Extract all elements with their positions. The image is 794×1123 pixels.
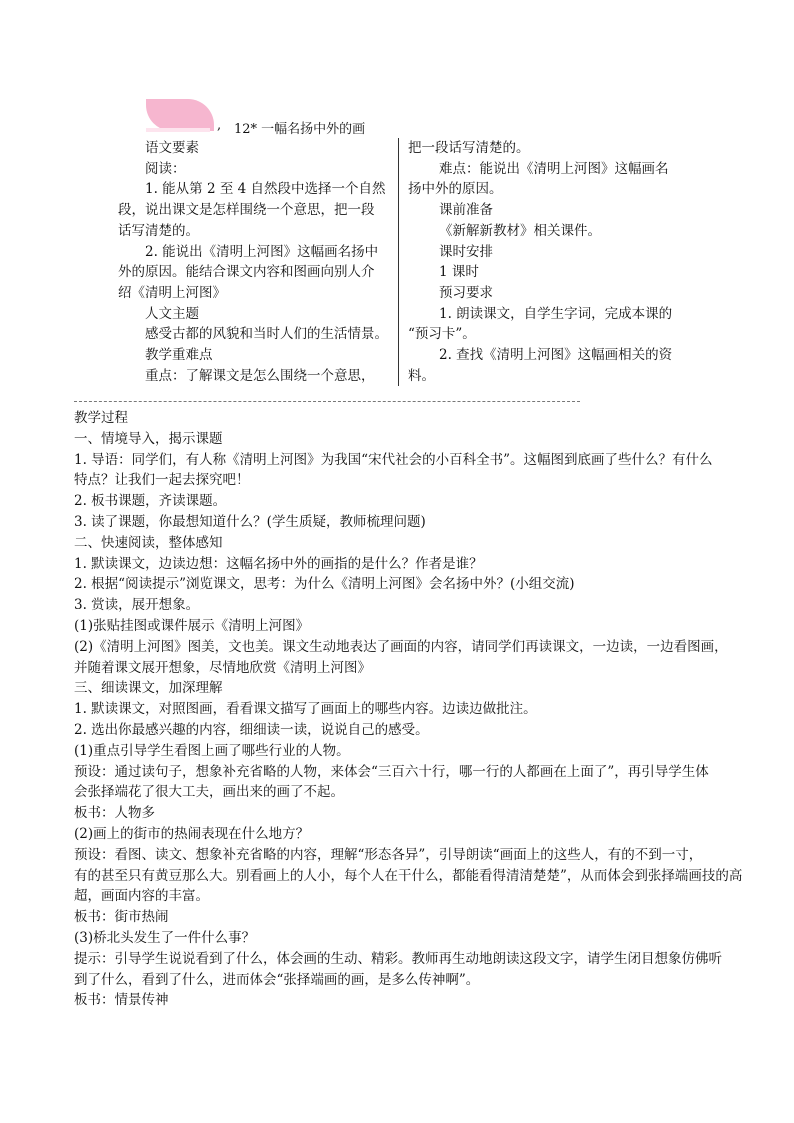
body-line: 三、细读课文，加深理解: [74, 680, 223, 697]
body-line: 教学过程: [74, 410, 128, 426]
right-column-line: 料。: [408, 367, 435, 384]
body-line: 板书：情景传神: [74, 992, 169, 1009]
right-column-line: 预习要求: [439, 284, 493, 301]
left-column-line: 教学重难点: [145, 347, 213, 364]
publisher-logo: [146, 99, 214, 131]
left-column: [118, 138, 394, 386]
body-line: 2. 选出你最感兴趣的内容，细细读一读，说说自己的感受。: [74, 721, 429, 738]
right-column: [408, 138, 680, 386]
right-column-line: 课时安排: [439, 243, 493, 260]
body-line: 3. 赏读，展开想象。: [74, 597, 200, 614]
left-column-line: 外的原因。能结合课文内容和图画向别人介: [118, 264, 375, 281]
left-column-line: 阅读：: [145, 160, 186, 177]
body-line: 3. 读了课题，你最想知道什么？(学生质疑，教师梳理问题): [74, 513, 426, 530]
right-column-line: 《新解新教材》相关课件。: [439, 222, 601, 239]
body-line: 有的甚至只有黄豆那么大。别看画上的人小，每个人在干什么，都能看得清清楚楚”，从而体会到张择端画技的高: [74, 867, 743, 884]
body-line: (2)画上的街市的热闹表现在什么地方？: [74, 825, 310, 842]
body-line: 1. 默读课文，对照图画，看看课文描写了画面上的哪些内容。边读边做批注。: [74, 701, 537, 718]
teaching-process: [74, 408, 754, 1011]
left-column-line: 话写清楚的。: [118, 222, 199, 239]
body-line: 2. 板书课题，齐读课题。: [74, 493, 227, 510]
left-column-line: 语文要素: [145, 140, 199, 156]
body-line: (2)《清明上河图》图美，文也美。课文生动地表达了画面的内容，请同学们再读课文，一边读，一边看图画，: [74, 638, 728, 655]
right-column-line: 2. 查找《清明上河图》这幅画相关的资: [439, 347, 673, 364]
body-line: 并随着课文展开想象，尽情地欣赏《清明上河图》: [74, 659, 371, 676]
left-column-line: 2. 能说出《清明上河图》这幅画名扬中: [145, 243, 379, 260]
header-comma: ,: [217, 118, 222, 133]
body-line: 1. 默读课文，边读边想：这幅名扬中外的画指的是什么？作者是谁？: [74, 555, 483, 572]
body-line: 预设：通过读句子，想象补充省略的人物，来体会“三百六十行，哪一行的人都画在上面了”，再引导学生体: [74, 763, 709, 780]
body-line: (3)桥北头发生了一件什么事？: [74, 929, 256, 946]
body-line: 超，画面内容的丰富。: [74, 888, 209, 905]
body-line: 板书：人物多: [74, 805, 155, 822]
left-column-line: 段，说出课文是怎样围绕一个意思，把一段: [118, 202, 375, 219]
column-divider: [398, 138, 399, 386]
right-column-line: 把一段话写清楚的。: [408, 140, 530, 156]
right-column-line: 扬中外的原因。: [408, 181, 503, 198]
body-line: 板书：街市热闹: [74, 909, 169, 926]
section-divider: [74, 401, 580, 402]
body-line: (1)张贴挂图或课件展示《清明上河图》: [74, 617, 310, 634]
lesson-title: 12* 一幅名扬中外的画: [234, 122, 366, 137]
left-column-line: 人文主题: [145, 305, 199, 322]
body-line: (1)重点引导学生看图上画了哪些行业的人物。: [74, 742, 350, 759]
logo-underline: [146, 128, 210, 132]
body-line: 1. 导语：同学们，有人称《清明上河图》为我国“宋代社会的小百科全书”。这幅图到底画了些什么？有什么: [74, 451, 713, 468]
body-line: 会张择端花了很大工夫，画出来的画了不起。: [74, 784, 344, 801]
body-line: 2. 根据“阅读提示”浏览课文，思考：为什么《清明上河图》会名扬中外？(小组交流): [74, 576, 575, 593]
body-line: 到了什么，看到了什么，进而体会“张择端画的画，是多么传神啊”。: [74, 971, 480, 988]
left-column-line: 重点：了解课文是怎么围绕一个意思，: [145, 367, 375, 384]
left-column-line: 1. 能从第 2 至 4 自然段中选择一个自然: [145, 181, 386, 198]
right-column-line: “预习卡”。: [408, 326, 476, 343]
body-line: 提示：引导学生说说看到了什么，体会画的生动、精彩。教师再生动地朗读这段文字，请学生闭目想象仿佛听: [74, 950, 722, 967]
right-column-line: 1 课时: [439, 264, 479, 281]
body-line: 一、情境导入，揭示课题: [74, 430, 223, 447]
left-column-line: 绍《清明上河图》: [118, 284, 226, 301]
body-line: 特点？让我们一起去探究吧！: [74, 472, 250, 489]
right-column-line: 1. 朗读课文，自学生字词，完成本课的: [439, 305, 673, 322]
right-column-line: 课前准备: [439, 202, 493, 219]
right-column-line: 难点：能说出《清明上河图》这幅画名: [439, 160, 669, 177]
body-line: 二、快速阅读，整体感知: [74, 534, 223, 551]
body-line: 预设：看图、读文、想象补充省略的内容，理解“形态各异”，引导朗读“画面上的这些人，有的不到一寸，: [74, 846, 703, 863]
left-column-line: 感受古都的风貌和当时人们的生活情景。: [145, 326, 388, 343]
